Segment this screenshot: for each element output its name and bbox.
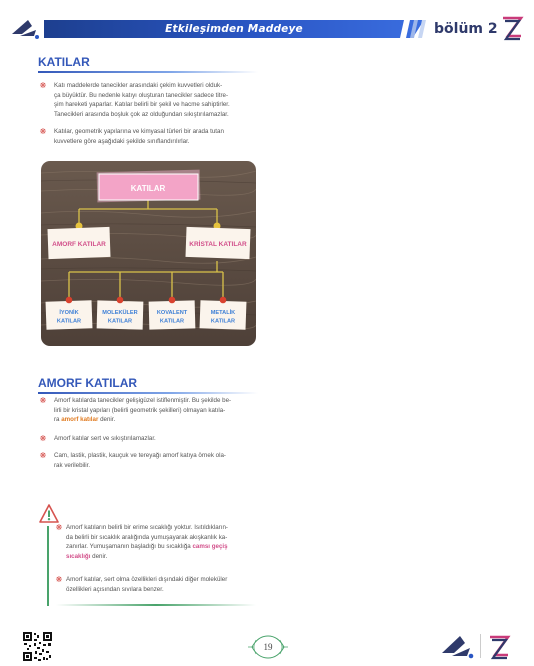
kind-label: İYONİK: [59, 310, 79, 316]
text-span: denir.: [90, 552, 108, 560]
text-line: [66, 552, 260, 562]
text-line: Cam, lastik, plastik, kauçuk ve tereyağı amorf katıya örnek ola-: [54, 452, 226, 459]
katilar-paragraph-1: [54, 81, 259, 119]
note-bullet-2: [66, 575, 260, 594]
text-span: denir.: [98, 416, 116, 424]
amorf-bullet-3: [54, 451, 259, 470]
text-line: Amorf katılarda tanecikler gelişigüzel istiflenmiştir. Bu şekilde be-: [54, 397, 232, 404]
header-title: Etkileşimden Maddeye: [165, 23, 303, 35]
text-line: özellikleri açısından sıvılara benzer.: [66, 585, 164, 593]
text-line: Amorf katılar, sert olma özellikleri dışındaki diğer moleküler: [66, 576, 228, 583]
pin-icon: [66, 297, 73, 304]
text-line: kuvvetlere göre aşağıdaki şekilde sınıflandırılırlar.: [54, 137, 190, 145]
heading-underline: [38, 71, 258, 73]
text-line: Amorf katıların belirli bir erime sıcaklığı yoktur. Isıtıldıkların-: [66, 524, 228, 531]
bullet-icon: ❋: [39, 451, 47, 460]
z-logo-icon: [500, 14, 524, 42]
kind-label: KATILAR: [107, 318, 133, 325]
text-line: şim hareketi yaparlar. Katılar belirli bir şekil ve hacme sahiptirler.: [54, 101, 230, 109]
text-line: Amorf katılar sert ve sıkıştırılamazlar.: [54, 435, 156, 442]
bullet-icon: ❋: [39, 434, 47, 443]
kind-label: MOLEKÜLER: [102, 310, 138, 316]
heading-underline: [38, 392, 258, 394]
text-line: da belirli bir sıcaklık aralığında yumuşayarak akışkanlık ka-: [66, 533, 228, 541]
text-span: zanırlar. Yumuşamanın başladığı bu sıcaklığa: [66, 543, 193, 551]
kind-label: KOVALENT: [156, 310, 188, 316]
pin-icon: [169, 297, 176, 304]
kind-label: KATILAR: [159, 318, 185, 325]
diagram-root-node: [97, 170, 201, 203]
note-accent-line: [47, 526, 49, 606]
section-label: bölüm 2: [434, 21, 498, 37]
text-line: [66, 542, 260, 552]
kind-label: METALİK: [210, 310, 236, 316]
text-line: lirli bir kristal yapıları (belirli geometrik şekilleri) olmayan katıla-: [54, 406, 226, 414]
heading-text: KATILAR: [38, 55, 90, 69]
amorf-bullet-1: [54, 396, 259, 425]
section-heading-katilar: [38, 54, 258, 72]
text-line: [54, 415, 259, 425]
diagram-root-label: KATILAR: [130, 184, 166, 193]
katilar-paragraph-2: [54, 127, 259, 146]
bullet-icon: ❋: [39, 127, 47, 136]
bullet-icon: ❋: [55, 523, 63, 532]
pin-icon: [117, 297, 124, 304]
kind-card: [200, 297, 247, 330]
bullet-icon: ❋: [39, 81, 47, 90]
heading-text: AMORF KATILAR: [38, 376, 138, 390]
kind-card: [97, 297, 144, 330]
text-line: rak verilebilir.: [54, 461, 91, 469]
warning-icon: [38, 503, 60, 525]
text-line: Katı maddelerde tanecikler arasındaki çekim kuvvetleri olduk-: [54, 82, 223, 89]
section-heading-amorf: [38, 375, 258, 393]
katilar-classification-diagram: [41, 161, 256, 346]
text-line: Katılar, geometrik yapılarına ve kimyasal türleri bir arada tutan: [54, 128, 224, 135]
text-line: Tanecikleri arasında boşluk çok az olduğundan sıkıştırılamazlar.: [54, 110, 229, 118]
diagram-amorf-node: [47, 227, 110, 259]
bullet-icon: ❋: [55, 575, 63, 584]
qr-code-icon: [22, 631, 53, 662]
note-bullet-1: [66, 523, 260, 561]
term-highlight: sıcaklığı: [66, 552, 91, 560]
amorf-bullet-2: [54, 434, 259, 444]
pin-icon: [220, 297, 227, 304]
text-line: ça büyüktür. Bu nedenle katıyı oluşturan tanecikler sadece titre-: [54, 91, 229, 99]
brand-arrow-logo: [440, 634, 474, 660]
kind-card: [46, 297, 93, 330]
term-highlight: amorf katılar: [61, 416, 99, 424]
diagram-kristal-label: KRİSTAL KATILAR: [189, 241, 247, 248]
bullet-icon: ❋: [39, 396, 47, 405]
text-span: ra: [54, 416, 62, 424]
page-number: 19: [263, 642, 273, 652]
term-highlight: camsı geçiş: [192, 543, 228, 551]
footer-divider: [480, 634, 481, 658]
note-bottom-rule: [56, 604, 256, 606]
kind-card: [149, 297, 196, 330]
kind-label: KATILAR: [56, 318, 82, 325]
kind-label: KATILAR: [210, 318, 236, 325]
z-logo-icon: [486, 633, 512, 661]
brand-arrow-logo: [10, 18, 40, 40]
diagram-amorf-label: AMORF KATILAR: [52, 241, 106, 248]
diagram-kristal-node: [185, 227, 250, 259]
